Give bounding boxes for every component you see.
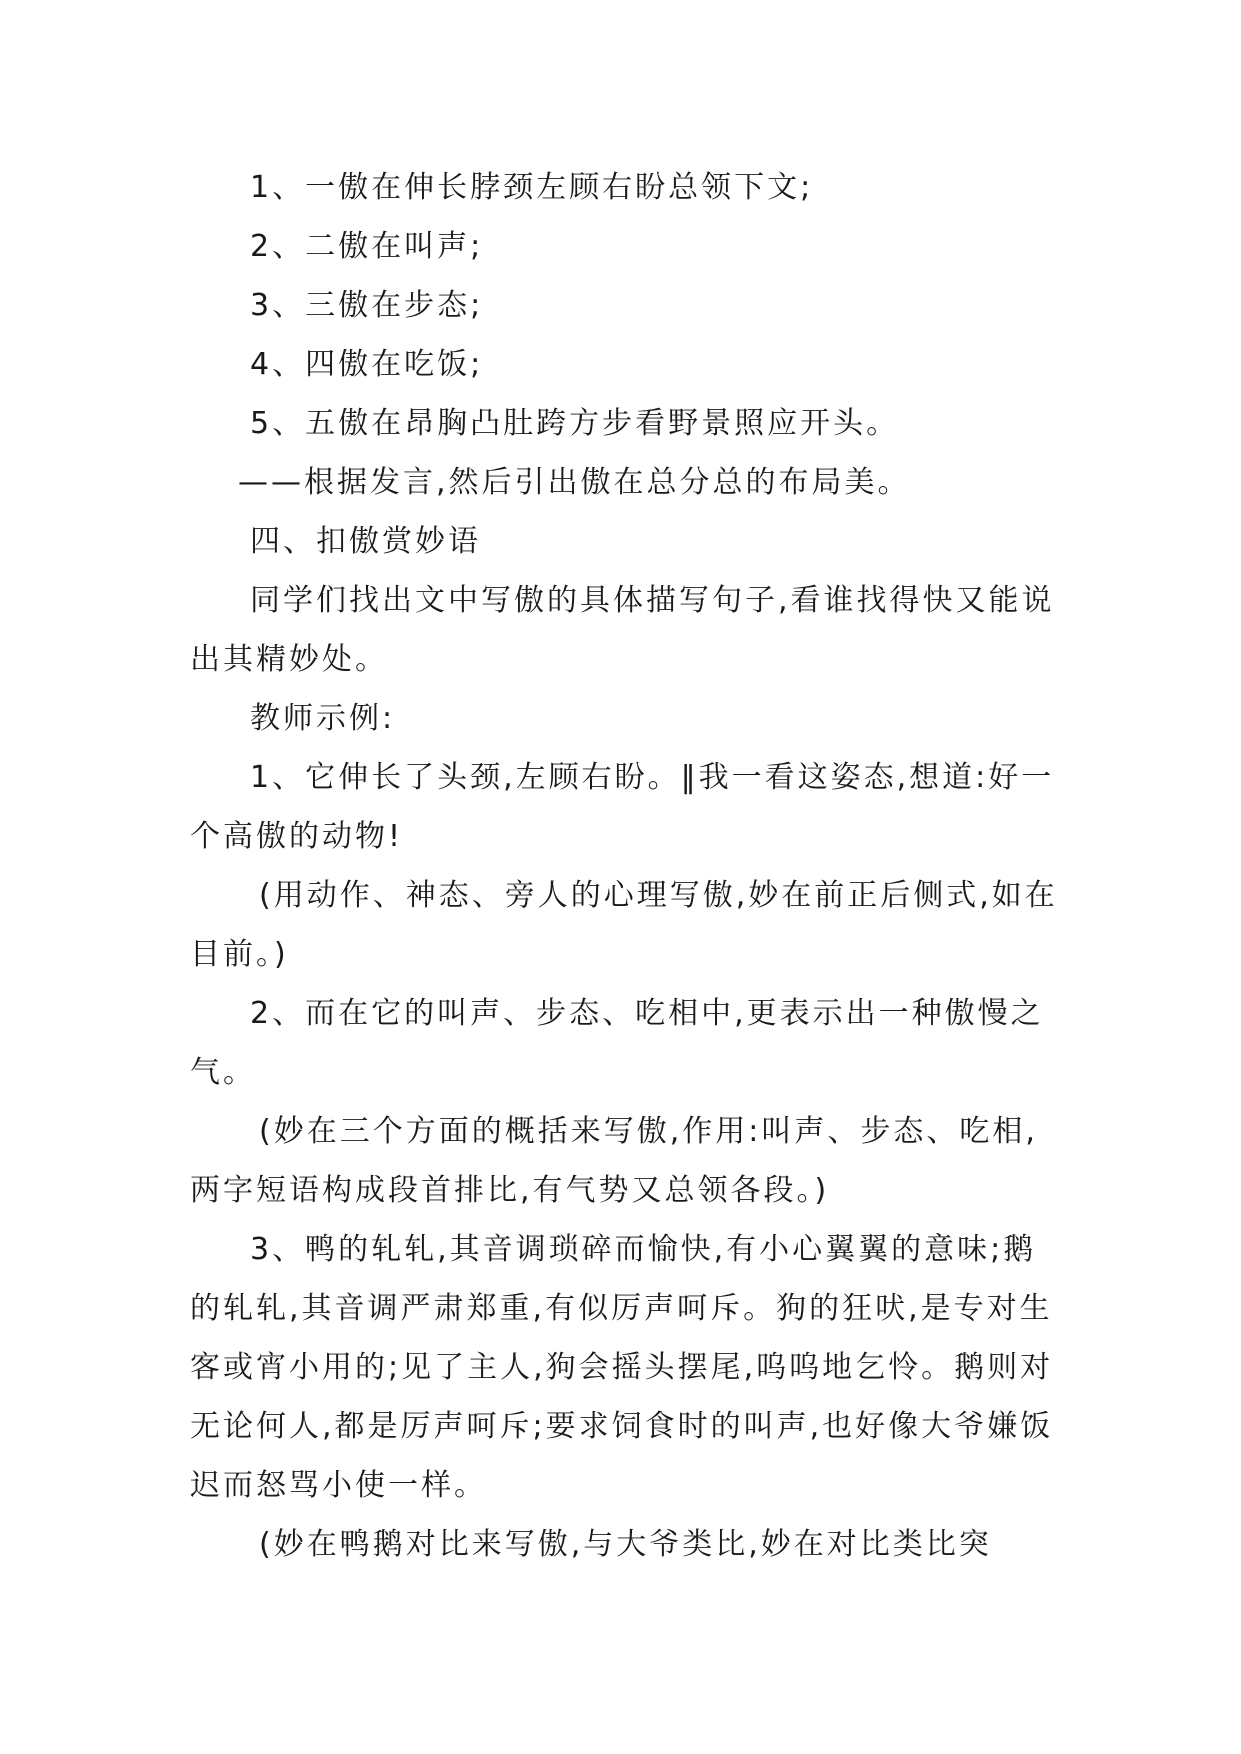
example-1-note: (用动作、神态、旁人的心理写傲,妙在前正后侧式,如在目前。)	[190, 878, 1058, 972]
list-item-2: 2、二傲在叫声;	[250, 229, 484, 264]
example-2: 2、而在它的叫声、步态、吃相中,更表示出一种傲慢之气。	[190, 996, 1044, 1090]
list-item-5: 5、五傲在昂胸凸肚跨方步看野景照应开头。	[250, 406, 900, 441]
example-1: 1、它伸长了头颈,左顾右盼。‖我一看这姿态,想道:好一个高傲的动物!	[190, 760, 1055, 854]
summary-paragraph: ——根据发言,然后引出傲在总分总的布局美。	[238, 465, 911, 500]
example-3: 3、鸭的轧轧,其音调琐碎而愉快,有小心翼翼的意味;鹅的轧轧,其音调严肃郑重,有似厉声呵斥。狗的狂吠,是专对生客或宵小用的;见了主人,狗会摇头摆尾,呜呜地乞怜。鹅则对无论何人,都是厉声呵斥;要求饲食时的叫声,也好像大爷嫌饭迟而怒骂小使一样。	[190, 1232, 1054, 1503]
list-item-1: 1、一傲在伸长脖颈左顾右盼总领下文;	[250, 170, 814, 205]
list-item-3: 3、三傲在步态;	[250, 288, 484, 323]
example-2-note: (妙在三个方面的概括来写傲,作用:叫声、步态、吃相,两字短语构成段首排比,有气势又总领各段。)	[190, 1114, 1038, 1208]
section-heading: 四、扣傲赏妙语	[250, 524, 481, 559]
example-heading: 教师示例:	[250, 701, 396, 736]
instruction-paragraph: 同学们找出文中写傲的具体描写句子,看谁找得快又能说出其精妙处。	[190, 583, 1055, 677]
example-3-note: (妙在鸭鹅对比来写傲,与大爷类比,妙在对比类比突	[259, 1527, 992, 1562]
list-item-4: 4、四傲在吃饭;	[250, 347, 484, 382]
document-body	[190, 158, 1060, 1574]
